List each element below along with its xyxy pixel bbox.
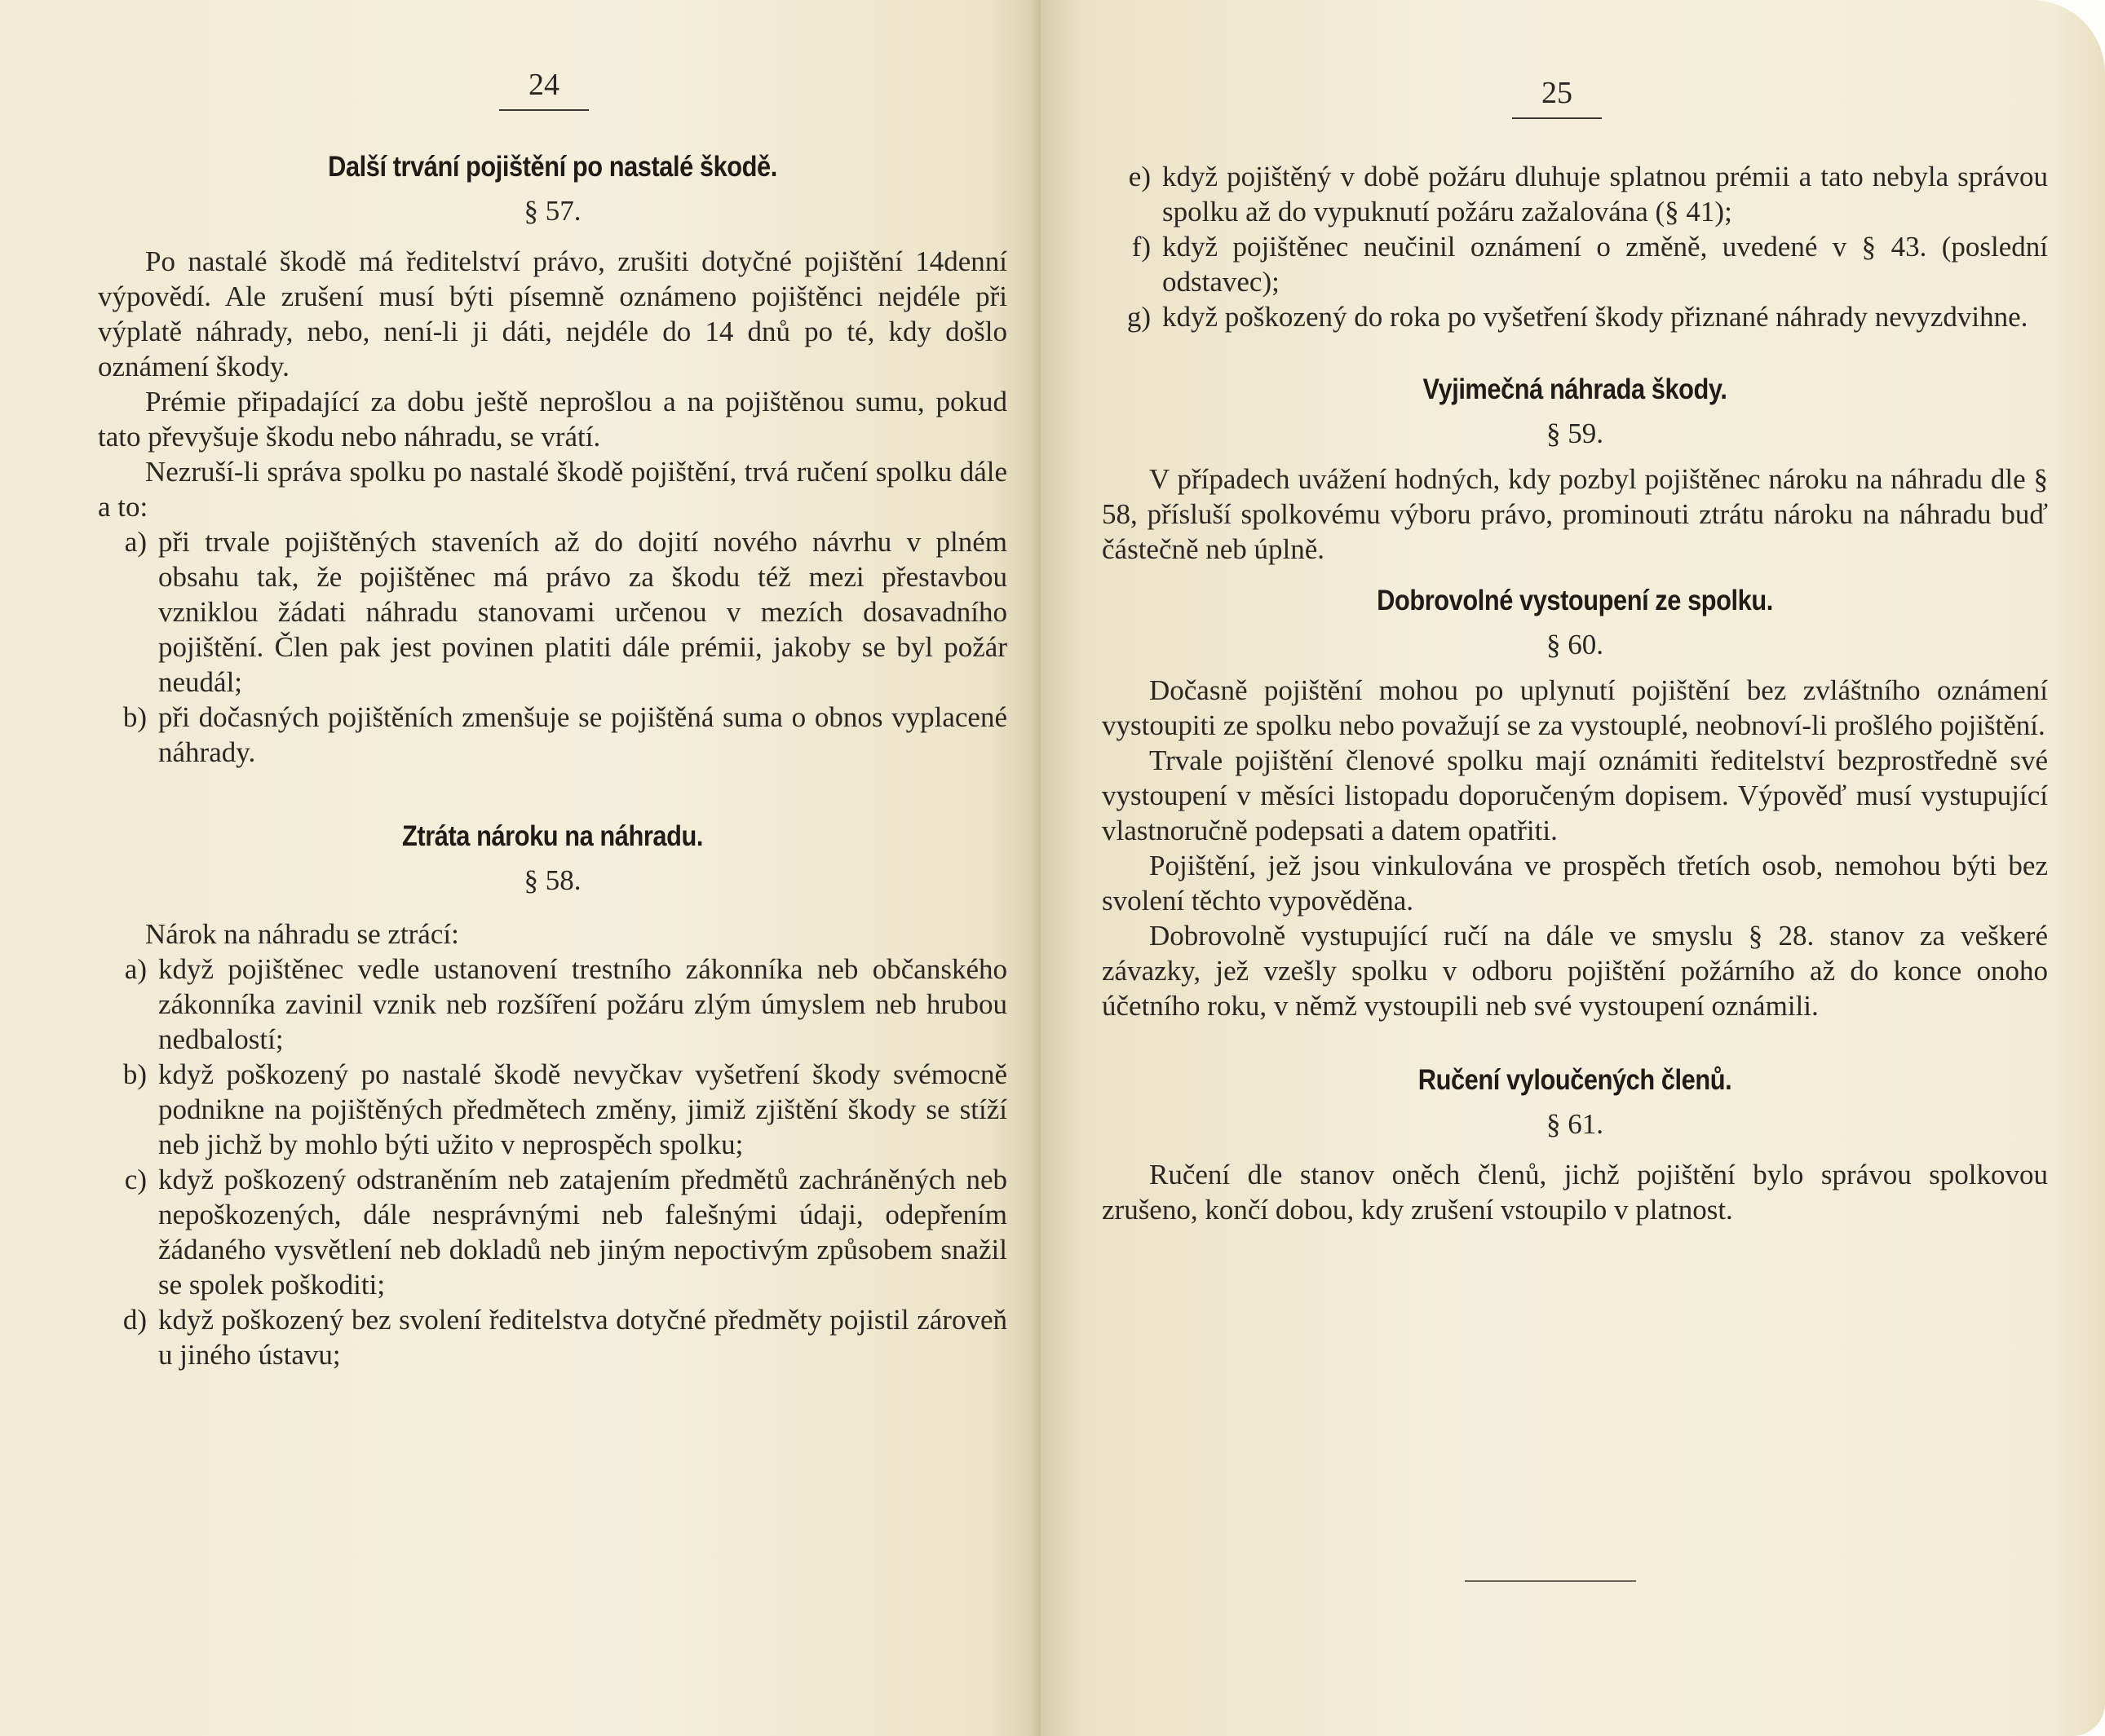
list-item-text: když poškozený bez svolení ředitelstva dotyčné předměty pojistil zároveň u jiného ústavu; <box>158 1304 1007 1371</box>
list-item-58-e <box>1102 159 2048 229</box>
end-rule <box>1465 1580 1636 1582</box>
list-item-label: a) <box>124 526 147 558</box>
paragraph-57-1: Po nastalé škodě má ředitelství právo, zrušiti dotyčné pojištění 14denní výpovědí. Ale zrušení musí býti písemně oznámeno pojištěnci nejdéle při výplatě náhrady, nebo, není-li ji dáti, nejdéle do 14 dnů po té, kdy došlo oznámení škody. <box>98 245 1007 382</box>
list-item-label: c) <box>124 1164 147 1195</box>
list-item-label: b) <box>122 701 147 733</box>
list-item-text: když poškozený po nastalé škodě nevyčkav vyšetření škody svémocně podnikne na pojištěných předmětech změny, jimiž zjištění škody se stíží neb jichž by mohlo býti užito v neprospěch spolku; <box>158 1058 1007 1160</box>
paragraph-60-4: Dobrovolně vystupující ručí na dále ve smyslu § 28. stanov za veškeré závazky, jež vzešly spolku v odboru pojištění požárního až do konce onoho účetního roku, v němž vystoupili neb své vystoupení oznámili. <box>1102 920 2048 1022</box>
paragraph-60-3: Pojištění, jež jsou vinkulována ve prospěch třetích osob, nemohou býti bez svolení těchto vypověděna. <box>1102 850 2048 917</box>
list-item-text: když poškozený do roka po vyšetření škody přiznané náhrady nevyzdvihne. <box>1162 301 2028 333</box>
right-page <box>1041 0 2105 1736</box>
list-item-58-g <box>1102 299 2048 334</box>
section-heading-59: Vyjimečná náhrada škody. <box>1422 373 1727 405</box>
list-item-label: g) <box>1126 301 1151 333</box>
section-number-60: § 60. <box>1546 629 1603 660</box>
paragraph-61-1: Ručení dle stanov oněch členů, jichž pojištění bylo správou spolkovou zrušeno, končí dobou, kdy zrušení vstoupilo v platnost. <box>1102 1159 2048 1226</box>
list-item-58-a <box>98 952 1007 1057</box>
list-item-text: když pojištěnec neučinil oznámení o změně, uvedené v § 43. (poslední odstavec); <box>1162 231 2048 298</box>
list-item-label: d) <box>122 1304 147 1336</box>
right-column <box>1102 159 2048 1227</box>
page-number-left: 24 <box>499 67 589 111</box>
section-number-61: § 61. <box>1546 1108 1603 1140</box>
section-heading-61: Ručení vyloučených členů. <box>1417 1064 1732 1096</box>
list-item-58-d <box>98 1302 1007 1372</box>
left-page <box>0 0 1041 1736</box>
list-item-text: když pojištěnec vedle ustanovení trestního zákonníka neb občanského zákonníka zavinil vznik neb rozšíření požáru zlým úmyslem neb hrubou nedbalostí; <box>158 953 1007 1055</box>
list-item-58-b <box>98 1057 1007 1162</box>
paragraph-59-1: V případech uvážení hodných, kdy pozbyl pojištěnec nároku na náhradu dle § 58, přísluší spolkovému výboru právo, prominouti ztrátu nároku na náhradu buď částečně neb úplně. <box>1102 463 2048 565</box>
list-item-text: při dočasných pojištěních zmenšuje se pojištěná suma o obnos vyplacené náhrady. <box>158 701 1007 768</box>
section-heading-60: Dobrovolné vystoupení ze spolku. <box>1377 585 1773 616</box>
paragraph-60-2: Trvale pojištění členové spolku mají oznámiti ředitelství bezprostředně své vystoupení v měsíci listopadu doporučeným dopisem. Výpověď musí vystupující vlastnoručně podepsati a datem opatřiti. <box>1102 744 2048 846</box>
list-item-label: a) <box>124 953 147 985</box>
section-heading-58: Ztráta nároku na náhradu. <box>402 820 703 852</box>
page-number-right: 25 <box>1512 75 1602 119</box>
paragraph-60-1: Dočasně pojištění mohou po uplynutí pojištění bez zvláštního oznámení vystoupiti ze spolku nebo považují se za vystouplé, neobnoví-li prošlého pojištění. <box>1102 674 2048 741</box>
list-item-58-f <box>1102 229 2048 299</box>
section-number-59: § 59. <box>1546 417 1603 449</box>
section-number-58: § 58. <box>524 864 582 896</box>
list-item-57-a <box>98 524 1007 700</box>
list-item-text: při trvale pojištěných staveních až do dojití nového návrhu v plném obsahu tak, že pojištěnec má právo za škodu též mezi přestavbou vzniklou žádati náhradu stanovami určenou v mezích dosavadního pojištění. Člen pak jest povinen platiti dále prémii, jakoby se byl požár neudál; <box>158 526 1007 698</box>
section-number-57: § 57. <box>524 195 582 227</box>
list-item-text: když poškozený odstraněním neb zatajením předmětů zachráněných neb nepoškozených, dále nesprávnými neb falešnými údaji, odepřením žádaného vysvětlení neb dokladů neb jiným nepoctivým způsobem snažil se spolek poškoditi; <box>158 1164 1007 1301</box>
list-item-text: když pojištěný v době požáru dluhuje splatnou prémii a tato nebyla správou spolku až do vypuknutí požáru zažalována (§ 41); <box>1162 161 2048 227</box>
list-item-58-c <box>98 1162 1007 1302</box>
list-item-57-b <box>98 700 1007 770</box>
list-item-label: e) <box>1128 161 1151 192</box>
left-column <box>98 151 1007 1372</box>
section-heading-57: Další trvání pojištění po nastalé škodě. <box>328 151 777 183</box>
paragraph-58-1: Nárok na náhradu se ztrácí: <box>145 918 459 950</box>
list-item-label: f) <box>1131 231 1151 263</box>
paragraph-57-2: Prémie připadající za dobu ještě neprošlou a na pojištěnou sumu, pokud tato převyšuje škodu nebo náhradu, se vrátí. <box>98 386 1007 453</box>
list-item-label: b) <box>122 1058 147 1090</box>
paragraph-57-3: Nezruší-li správa spolku po nastalé škodě pojištění, trvá ručení spolku dále a to: <box>98 456 1007 523</box>
